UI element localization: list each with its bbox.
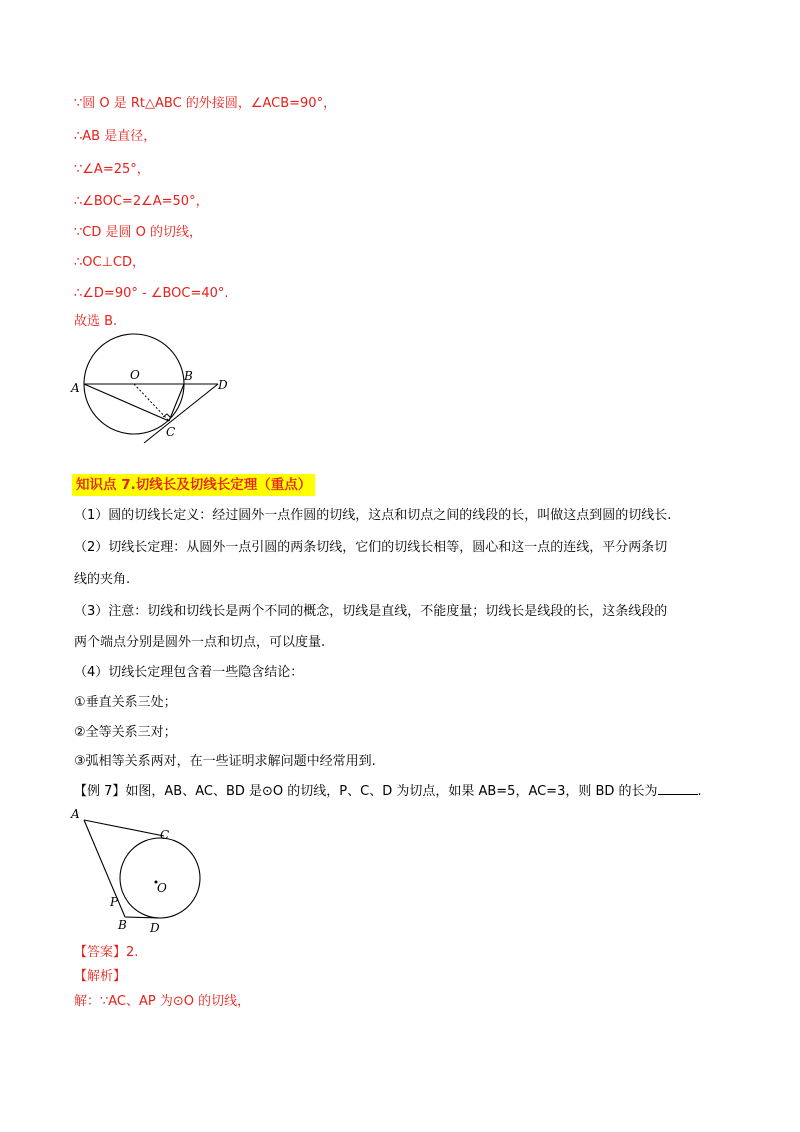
point-3: （3）注意：切线和切线长是两个不同的概念，切线是直线，不能度量；切线长是线段的长，这条线段的	[74, 604, 668, 619]
label-b: B	[184, 369, 193, 383]
figure-circle-tangent	[68, 332, 238, 450]
point-3-cont: 两个端点分别是圆外一点和切点，可以度量.	[74, 635, 326, 650]
point-2: （2）切线长定理：从圆外一点引圆的两条切线，它们的切线长相等，圆心和这一点的连线，平分两条切	[74, 540, 668, 555]
label-p: P	[110, 895, 119, 909]
tangent-ac	[84, 820, 164, 836]
solution-line-3: ∵∠A=25°，	[74, 162, 150, 177]
answer-blank	[658, 782, 698, 795]
label-c: C	[160, 828, 170, 842]
answer-line: 【答案】2.	[74, 945, 139, 960]
example-text: 【例 7】如图，AB、AC、BD 是⊙O 的切线，P、C、D 为切点，如果 AB=5，AC=3，则 BD 的长为	[74, 784, 658, 799]
solution-line-7: ∴∠D=90° - ∠BOC=40°.	[74, 286, 229, 301]
label-d: D	[218, 378, 228, 392]
point-2-cont: 线的夹角.	[74, 572, 131, 587]
label-d: D	[150, 921, 160, 935]
solution-line-2: ∴AB 是直径，	[74, 129, 157, 144]
label-o: O	[130, 368, 140, 382]
tangent-ap-b	[84, 820, 125, 917]
figure-tangent-lengths	[68, 806, 218, 936]
point-4: （4）切线长定理包含着一些隐含结论：	[74, 665, 304, 680]
radius-oc	[134, 384, 169, 421]
solution-line-1: ∵圆 O 是 Rt△ABC 的外接圆，∠ACB=90°，	[74, 96, 337, 111]
label-c: C	[166, 425, 176, 439]
chord-ac	[84, 384, 169, 421]
right-angle-mark	[163, 414, 171, 418]
point-4-2: ②全等关系三对；	[74, 725, 177, 740]
solution-line-4: ∴∠BOC=2∠A=50°，	[74, 194, 209, 209]
analysis-label: 【解析】	[74, 969, 127, 984]
point-1: （1）圆的切线长定义：经过圆外一点作圆的切线，这点和切点之间的线段的长，叫做这点到圆的切线长.	[74, 508, 672, 523]
example-end: .	[697, 784, 702, 799]
solution-line-5: ∵CD 是圆 O 的切线，	[74, 225, 202, 240]
label-a: A	[71, 381, 80, 395]
example-7	[74, 782, 702, 801]
label-o: O	[157, 881, 167, 895]
point-4-3: ③弧相等关系两对，在一些证明求解问题中经常用到.	[74, 754, 376, 769]
circle-o	[120, 838, 200, 918]
solution-line-6: ∴OC⊥CD，	[74, 255, 145, 270]
point-4-1: ①垂直关系三处；	[74, 695, 177, 710]
choice-line: 故选 B.	[74, 314, 118, 329]
section-heading: 知识点 7.切线长及切线长定理（重点）	[72, 474, 315, 496]
label-a: A	[71, 807, 80, 821]
analysis-line: 解：∵AC、AP 为⊙O 的切线，	[74, 994, 251, 1009]
chord-bc	[169, 384, 184, 421]
label-b: B	[118, 918, 127, 932]
